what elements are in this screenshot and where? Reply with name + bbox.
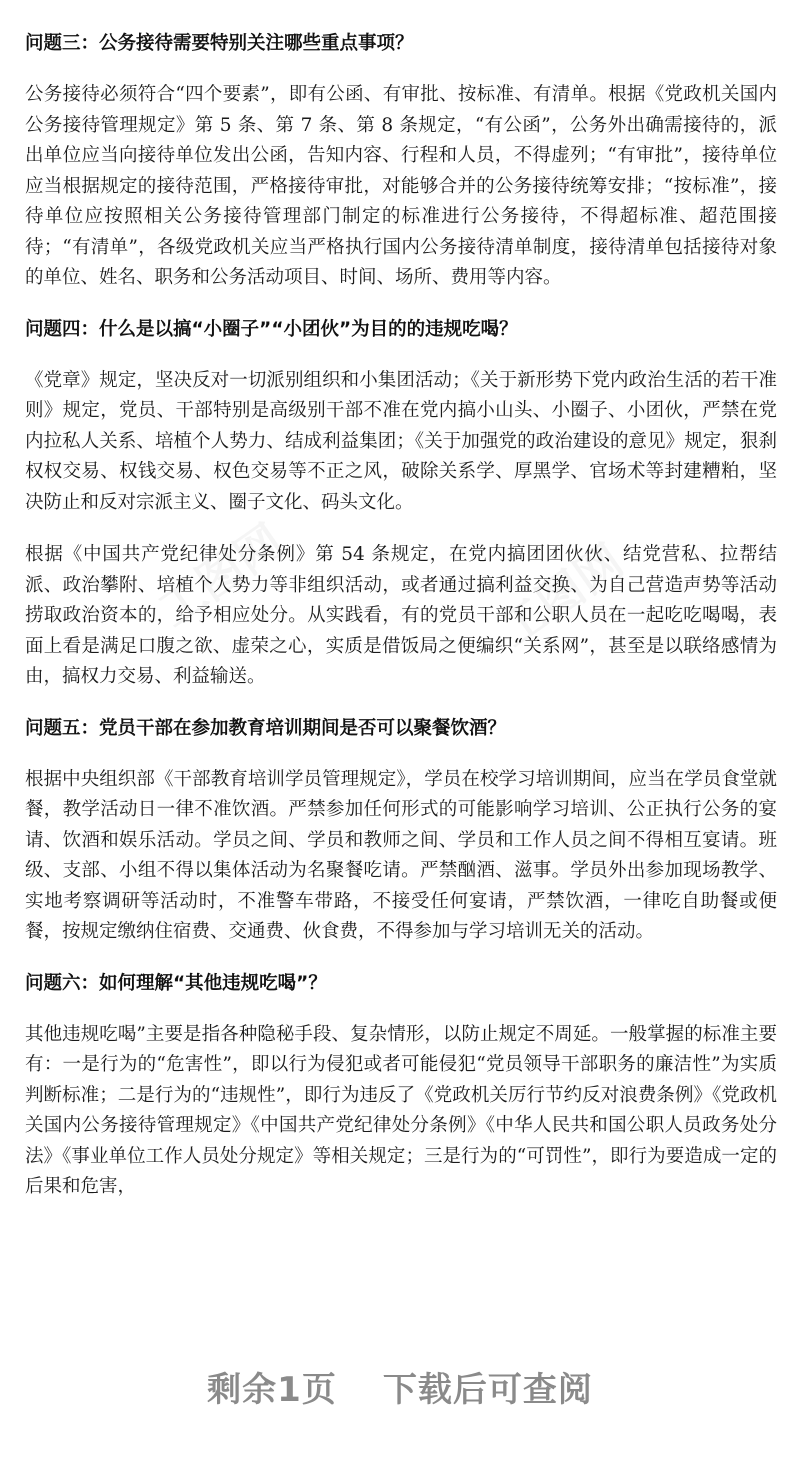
section-q4	[25, 316, 777, 693]
answer-paragraph: 公务接待必须符合“四个要素”，即有公函、有审批、按标准、有清单。根据《党政机关国内公务接待管理规定》第 5 条、第 7 条、第 8 条规定，“有公函”，公务外出确需接待的，派出单位应当向接待单位发出公函，告知内容、行程和人员，不得虚列；“有审批”，接待单位应当根据规定的接待范围，严格接待审批，对能够合并的公务接待统筹安排；“按标准”，接待单位应按照相关公务接待管理部门制定的标准进行公务接待，不得超标准、超范围接待；“有清单”，各级党政机关应当严格执行国内公务接待清单制度，接待清单包括接待对象的单位、姓名、职务和公务活动项目、时间、场所、费用等内容。	[25, 84, 777, 288]
question-heading: 问题六：如何理解“其他违规吃喝”？	[25, 972, 327, 994]
answer-paragraph: 《党章》规定，坚决反对一切派别组织和小集团活动；《关于新形势下党内政治生活的若干准则》规定，党员、干部特别是高级别干部不准在党内搞小山头、小圈子、小团伙，严禁在党内拉私人关系、培植个人势力、结成利益集团；《关于加强党的政治建设的意见》规定，狠刹权权交易、权钱交易、权色交易等不正之风，破除关系学、厚黑学、官场术等封建糟粕，坚决防止和反对宗派主义、圈子文化、码头文化。	[25, 369, 777, 513]
section-q6	[25, 970, 777, 1203]
section-q5	[25, 715, 777, 948]
watermark: 工图网	[488, 533, 633, 658]
question-heading: 问题四：什么是以搞“小圈子”“小团伙”为目的的违规吃喝？	[25, 318, 518, 340]
answer-paragraph: 根据《中国共产党纪律处分条例》第 54 条规定，在党内搞团团伙伙、结党营私、拉帮结派、政治攀附、培植个人势力等非组织活动，或者通过搞利益交换、为自己营造声势等活动捞取政治资本的，给予相应处分。从实践看，有的党员干部和公职人员在一起吃吃喝喝，表面上看是满足口腹之欲、虚荣之心，实质是借饭局之便编织“关系网”，甚至是以联络感情为由，搞权力交易、利益输送。	[25, 544, 777, 687]
download-banner[interactable]	[0, 1362, 800, 1411]
watermark: 工图网	[148, 513, 293, 638]
remaining-pages-label: 剩余1页	[207, 1370, 337, 1410]
answer-paragraph: 根据中央组织部《干部教育培训学员管理规定》，学员在校学习培训期间，应当在学员食堂就餐，教学活动日一律不准饮酒。严禁参加任何形式的可能影响学习培训、公正执行公务的宴请、饮酒和娱乐活动。学员之间、学员和教师之间、学员和工作人员之间不得相互宴请。班级、支部、小组不得以集体活动为名聚餐吃请。严禁酗酒、滋事。学员外出参加现场教学、实地考察调研等活动时，不准警车带路，不接受任何宴请，严禁饮酒，一律吃自助餐或便餐，按规定缴纳住宿费、交通费、伙食费，不得参加与学习培训无关的活动。	[25, 768, 777, 942]
download-to-view-label[interactable]: 下载后可查阅	[382, 1370, 593, 1410]
question-heading: 问题五：党员干部在参加教育培训期间是否可以聚餐饮酒？	[25, 717, 507, 739]
document-body	[25, 30, 777, 1225]
question-heading: 问题三：公务接待需要特别关注哪些重点事项？	[25, 33, 414, 54]
section-q3	[25, 30, 777, 294]
answer-paragraph: 其他违规吃喝”主要是指各种隐秘手段、复杂情形，以防止规定不周延。一般掌握的标准主要有：一是行为的“危害性”，即以行为侵犯或者可能侵犯“党员领导干部职务的廉洁性”为实质判断标准；二是行为的“违规性”，即行为违反了《党政机关厉行节约反对浪费条例》《党政机关国内公务接待管理规定》《中国共产党纪律处分条例》《中华人民共和国公职人员政务处分法》《事业单位工作人员处分规定》等相关规定；三是行为的“可罚性”，即行为要造成一定的后果和危害，	[25, 1023, 777, 1197]
